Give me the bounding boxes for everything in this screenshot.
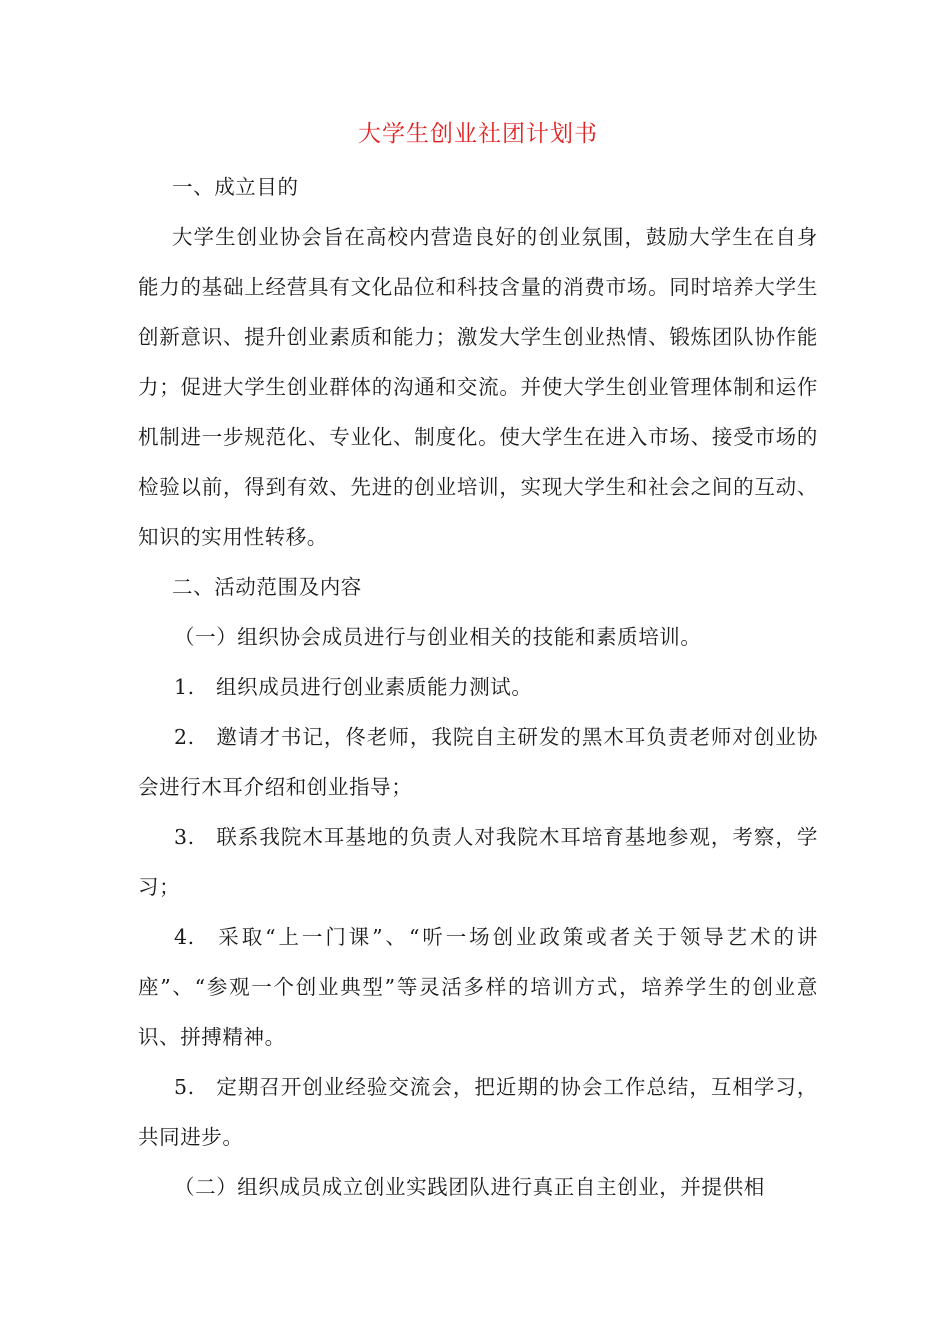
list-item-text: 邀请才书记，佟老师，我院自主研发的黑木耳负责老师对创业协会进行木耳介绍和创业指导； — [138, 725, 818, 799]
document-page — [138, 112, 818, 1212]
list-item-text: 组织成员进行创业素质能力测试。 — [216, 675, 533, 699]
document-title: 大学生创业社团计划书 — [358, 121, 598, 147]
list-item-number: 4. — [174, 925, 195, 949]
list-item-text: 采取“上一门课”、“听一场创业政策或者关于领导艺术的讲座”、“参观一个创业典型”等灵活多样的培训方式，培养学生的创业意识、拼搏精神。 — [138, 925, 818, 1049]
purpose-paragraph: 大学生创业协会旨在高校内营造良好的创业氛围，鼓励大学生在自身能力的基础上经营具有文化品位和科技含量的消费市场。同时培养大学生创新意识、提升创业素质和能力；激发大学生创业热情、锻炼团队协作能力；促进大学生创业群体的沟通和交流。并使大学生创业管理体制和运作机制进一步规范化、专业化、制度化。使大学生在进入市场、接受市场的检验以前，得到有效、先进的创业培训，实现大学生和社会之间的互动、知识的实用性转移。 — [138, 225, 818, 549]
list-item — [138, 712, 818, 812]
list-item-text: 定期召开创业经验交流会，把近期的协会工作总结，互相学习，共同进步。 — [138, 1075, 818, 1149]
list-item-text: 联系我院木耳基地的负责人对我院木耳培育基地参观，考察，学习； — [138, 825, 818, 899]
list-item-number: 2. — [174, 725, 195, 749]
subsection-training: （一）组织协会成员进行与创业相关的技能和素质培训。 — [174, 625, 702, 649]
list-item-number: 5. — [174, 1075, 195, 1099]
section-heading-scope: 二、活动范围及内容 — [172, 575, 362, 599]
list-item — [138, 812, 818, 912]
list-item — [138, 1062, 818, 1162]
list-item-number: 3. — [174, 825, 195, 849]
section-heading-purpose: 一、成立目的 — [172, 175, 299, 199]
list-item — [138, 912, 818, 1062]
subsection-practice: （二）组织成员成立创业实践团队进行真正自主创业，并提供相 — [174, 1175, 765, 1199]
list-item-number: 1. — [174, 675, 195, 699]
list-item — [138, 662, 818, 712]
